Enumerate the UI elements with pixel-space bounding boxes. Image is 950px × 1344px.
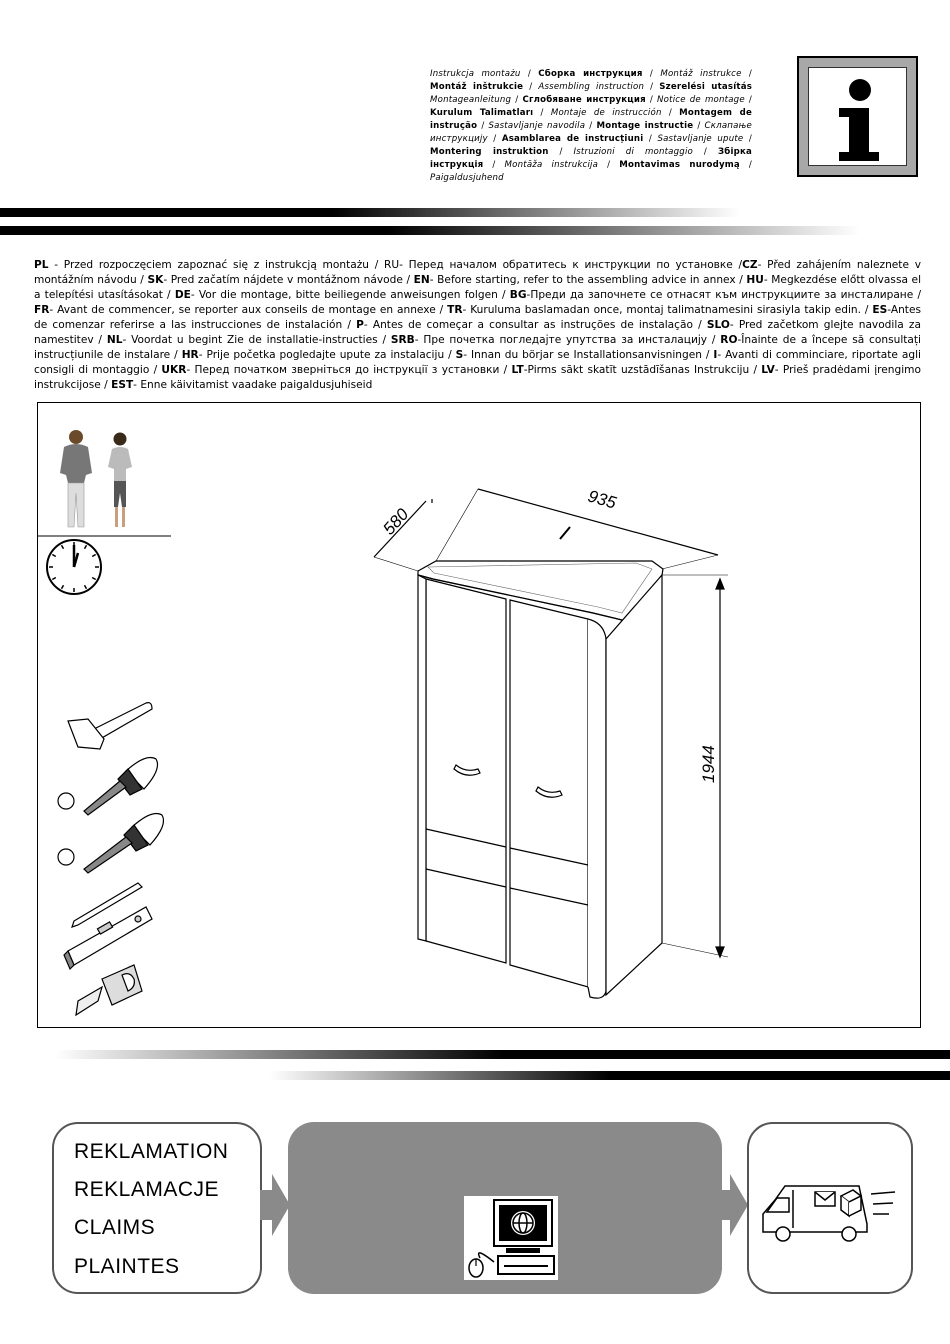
hammer-icon [68,703,152,749]
header-segment: / [643,134,658,144]
delivery-van-icon [749,1124,911,1292]
header-segment: Montering instruktion [430,147,549,157]
header-segment: / [533,108,551,118]
language-text: - Prieš pradėdami įrengimo instrukcijose / [34,364,921,391]
language-text: - Before starting, refer to the assembling advice in annex / [429,274,747,286]
language-code: DE [174,289,191,301]
header-segment: Склапање инструкцију [430,121,752,144]
tape-measure-icon [76,965,142,1015]
language-text: - Kuruluma baslamadan once, montaj talimatnamesini sirasiyla takip edin. / [462,304,873,316]
clock-icon [47,540,101,594]
header-segment: Paigaldusjuhend [430,173,504,183]
language-code: ES [872,304,888,316]
language-code: FR [34,304,50,316]
header-segment: Montagem de instrução [430,108,753,131]
header-segment: Montavimas nurodymą [619,160,740,170]
claims-line-2: REKLAMACJE [74,1178,220,1201]
computer-globe-icon [464,1196,558,1280]
header-segment: Asamblarea de instrucțiuni [501,134,644,144]
header-segment: Сглобяване инструкция [522,95,646,105]
language-code: BG [509,289,527,301]
header-segment: Assembling instruction [538,82,645,92]
language-text: - Пре почетка погледајте упутства за инсталацију / [414,334,721,346]
header-segment: / [511,95,523,105]
language-text: - Innan du börjar se Installationsanvisningen / [463,349,714,361]
header-segment: Szerelési utasítás [659,82,753,92]
header-segment: Montage instructie [596,121,694,131]
header-segment: Kurulum Talimatları [430,108,534,118]
bottom-bar-1 [55,1050,950,1059]
header-segment: Montāža instrukcija [504,160,599,170]
header-segment: / [598,160,620,170]
top-bar-2 [0,226,860,235]
language-code: CZ [742,259,758,271]
language-code: SRB [390,334,415,346]
language-text: - Voordat u begint Zie de installatie-instructies / [122,334,391,346]
language-code: PL [34,259,49,271]
header-segment: / [739,160,753,170]
header-segment: Sastavljanje upute [657,134,744,144]
header-segment: / [741,69,752,79]
language-code: RO [720,334,738,346]
language-text: - Pred začetkom glejte navodila za namestitev / [34,319,921,346]
dim-depth: 580 [379,504,413,539]
header-segment: Збірка інструкція [430,147,752,170]
language-code: SLO [706,319,730,331]
header-segment: Notice de montage [657,95,745,105]
header-segment: / [520,69,539,79]
header-segment: / [523,82,539,92]
illustration-box [37,402,921,1028]
language-code: NL [106,334,123,346]
header-segment: / [743,134,752,144]
language-code: SK [147,274,164,286]
dim-height: 1944 [699,745,718,783]
two-persons-icon [60,430,132,527]
language-code: LV [761,364,775,376]
header-segment: Montáž inštrukcie [430,82,524,92]
top-bar-1 [0,208,740,217]
language-code: S [455,349,464,361]
arrow-right-icon [718,1170,750,1240]
language-text: - Перед початком зверніться до інструкції з установки / [186,364,512,376]
language-code: HU [746,274,764,286]
claims-line-4: PLAINTES [74,1255,180,1278]
language-text: - Před zahájením naleznete v montážním návodu / [34,259,921,286]
language-text: -Antes de comenzar referirse a las instrucciones de instalación / [34,304,921,331]
header-segment: / [645,95,658,105]
language-text: - Avanti di comminciare, riportate agli consigli di montaggio / [34,349,921,376]
header-segment: / [693,121,705,131]
online-panel [288,1122,722,1294]
header-segment: / [644,82,660,92]
header-segment: Montáž instrukce [660,69,742,79]
language-text: - Pred začatím nájdete v montážnom návode / [163,274,414,286]
header-segment: / [487,134,502,144]
header-segment: Istruzioni di montaggio [573,147,694,157]
language-code: TR [447,304,463,316]
header-segment: Instrukcja montażu [430,69,521,79]
claims-box [52,1122,262,1294]
header-segment: / [477,121,489,131]
dim-width: 935 [585,486,619,513]
header-segment: Montageanleitung [430,95,512,105]
header-segment: / [548,147,574,157]
header-segment: / [585,121,597,131]
flat-screwdriver-icon [58,758,158,816]
wardrobe-drawing [374,489,728,998]
header-segment: / [693,147,718,157]
language-code: LT [511,364,524,376]
language-text: - Avant de commencer, se reporter aux conseils de montage en annexe / [49,304,448,316]
language-code: I [713,349,718,361]
header-segment: / [642,69,661,79]
language-code: EST [111,379,134,391]
phillips-screwdriver-icon [58,814,164,874]
language-text: -Pirms sākt skatīt uzstādīšanas Instrukciju / [523,364,762,376]
header-segment: Сборка инструкция [538,69,643,79]
header-languages [430,68,752,185]
language-text: - Antes de começar a consultar as instruções de instalação / [363,319,707,331]
delivery-box [747,1122,913,1294]
language-code: UKR [161,364,187,376]
header-segment: / [661,108,680,118]
claims-line-1: REKLAMATION [74,1140,229,1163]
language-text: - Vor die montage, bitte beiliegende anweisungen folgen / [190,289,510,301]
header-segment: Montaje de instrucción [550,108,662,118]
info-icon [797,56,918,177]
header-segment: / [483,160,505,170]
bottom-bar-2 [270,1071,950,1080]
language-text: - Przed rozpoczęciem zapoznać się z instrukcją montażu / RU- Перед началом обратитесь к инструкции по установке / [48,259,743,271]
language-text: - Enne käivitamist vaadake paigaldusjuhiseid [133,379,373,391]
header-segment: Sastavljanje navodila [488,121,586,131]
language-text: -Преди да започнете се отнасят към инструкциите за инсталиране / [526,289,922,301]
intro-paragraph [34,258,921,393]
language-code: HR [181,349,199,361]
language-text: - Prije početka pogledajte upute za instalaciju / [198,349,456,361]
claims-line-3: CLAIMS [74,1216,156,1239]
spirit-level-icon [64,907,152,969]
language-text: -Înainte de a începe să consultați instrucțiunile de instalare / [34,334,922,361]
language-text: - Megkezdése előtt olvassa el a telepítési utasításokat / [34,274,922,301]
header-segment: / [744,95,752,105]
language-code: P [356,319,364,331]
language-code: EN [413,274,430,286]
